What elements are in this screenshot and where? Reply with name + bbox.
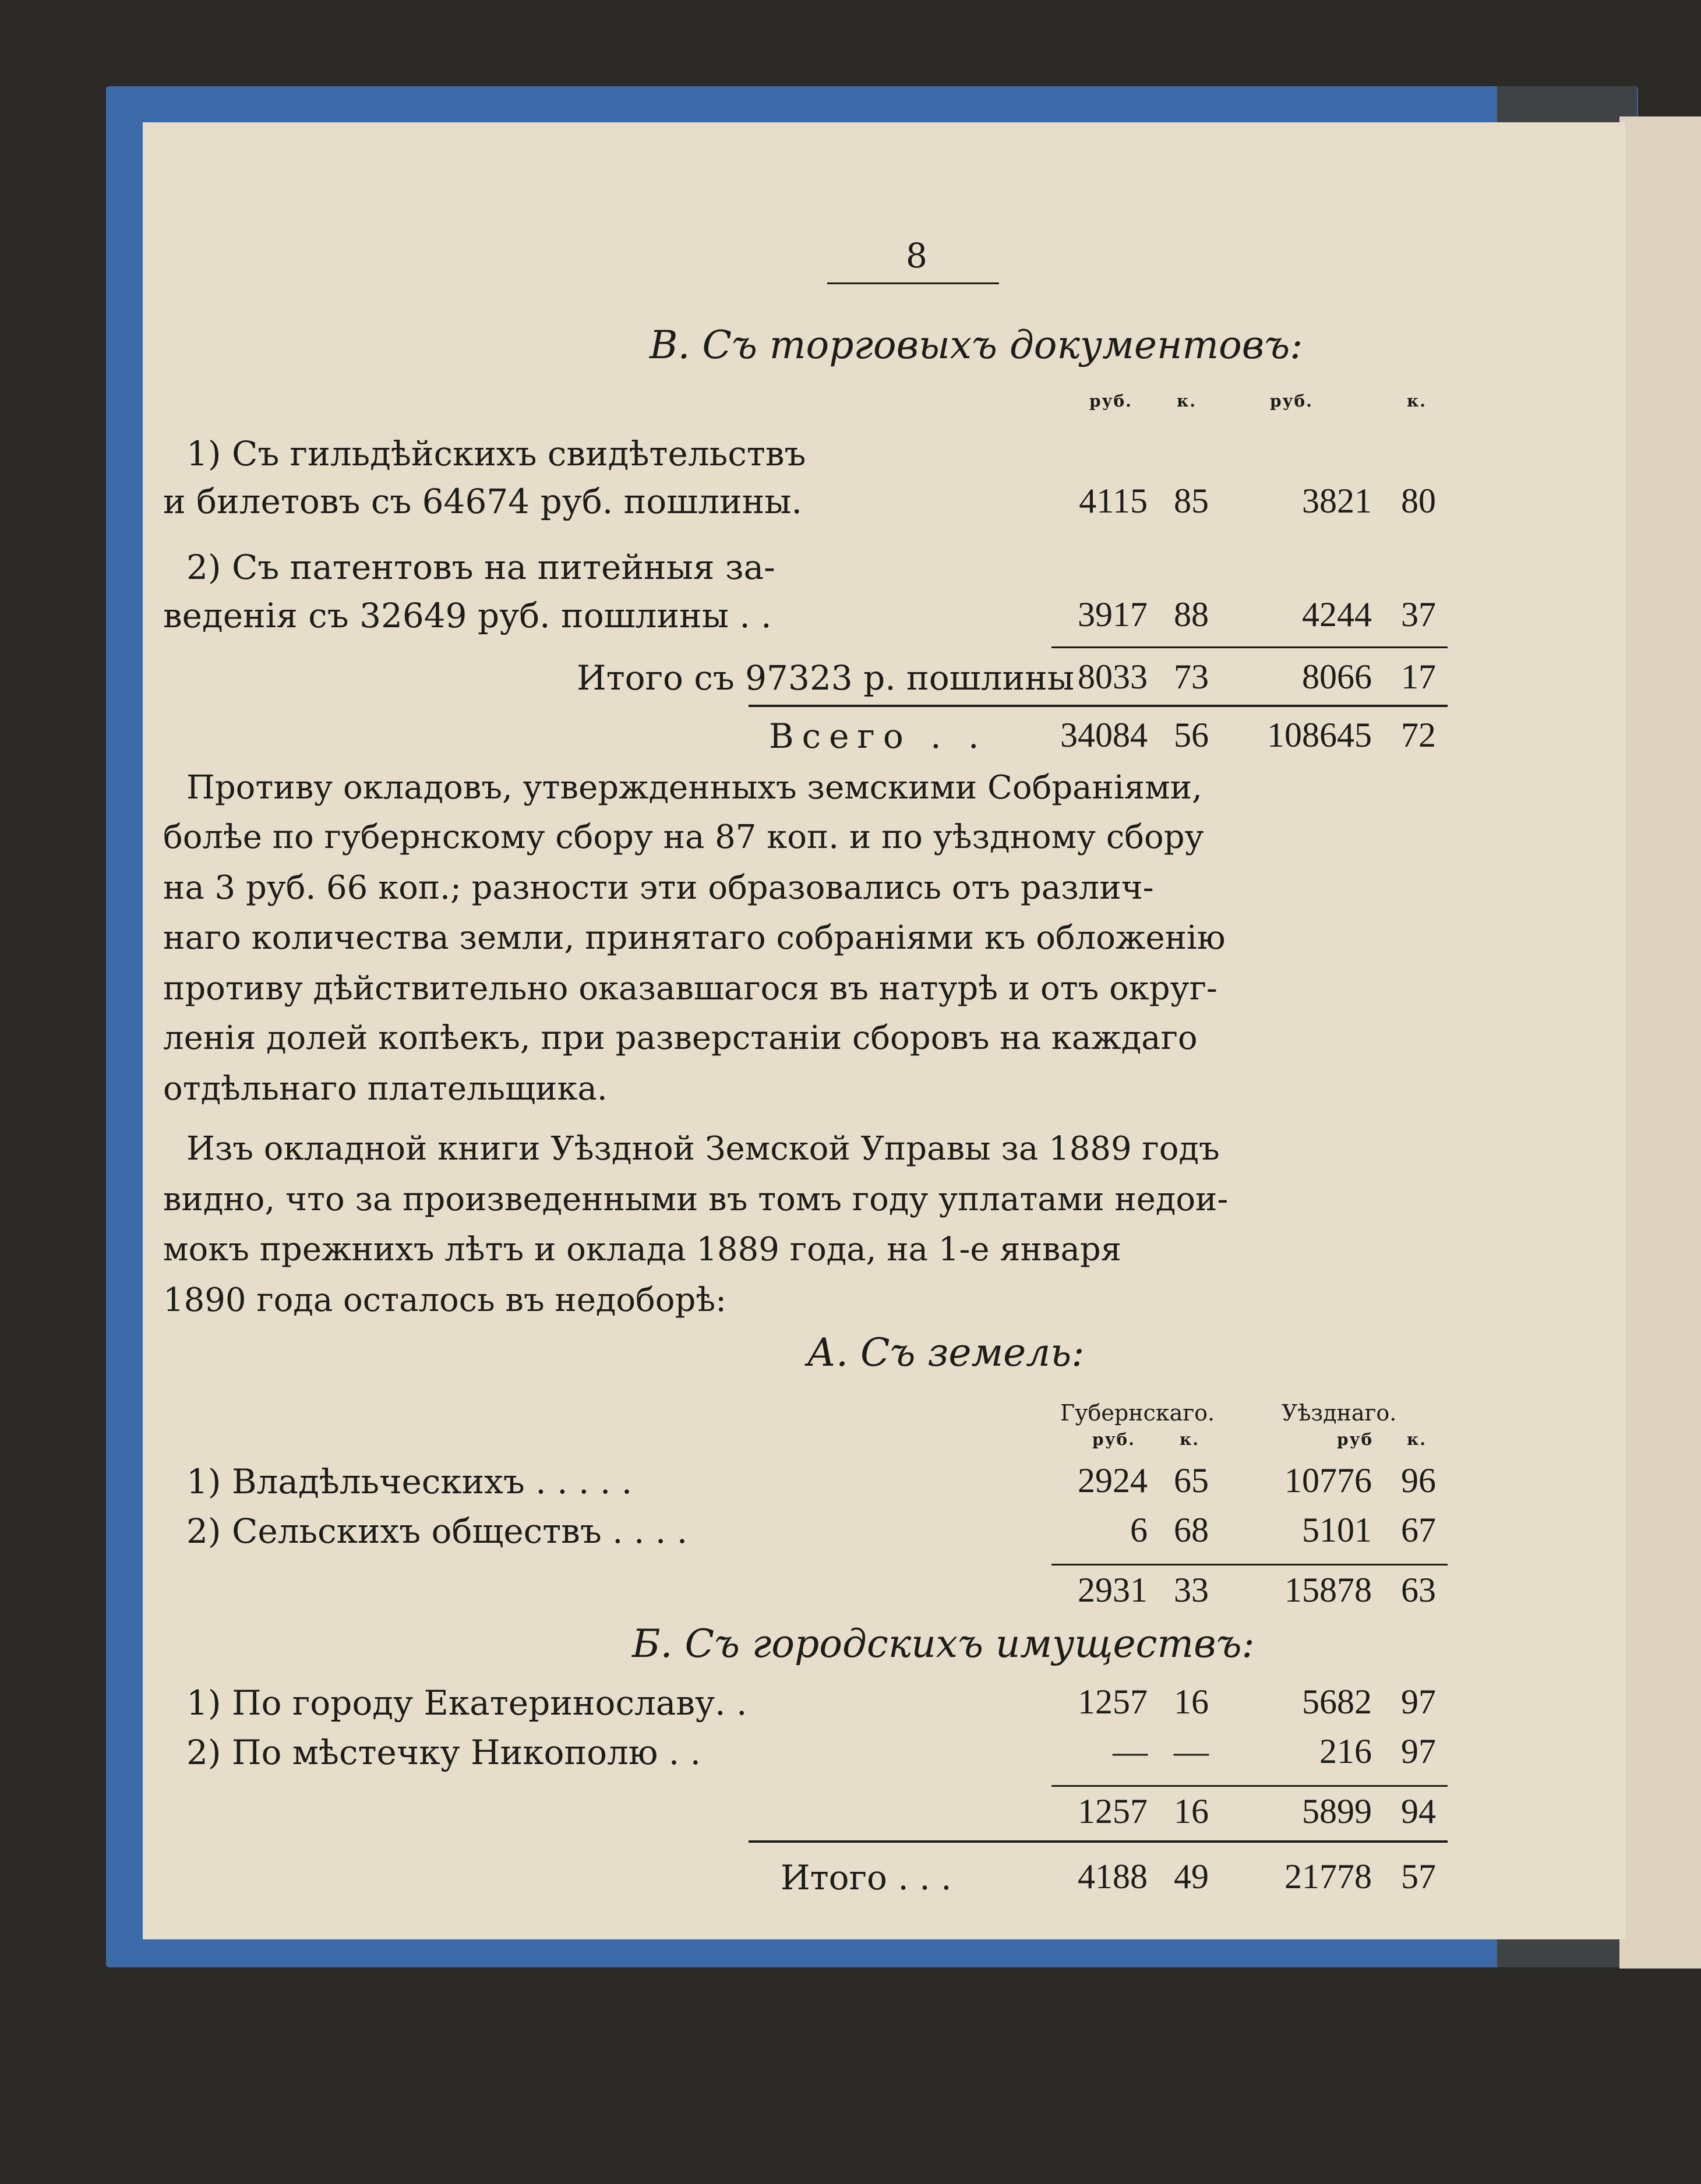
cell: 73 [1174,658,1209,696]
cell: 5101 [1302,1511,1372,1549]
col-group-uezdnago: Уѣзднаго. [1282,1400,1397,1426]
paragraph2-line: мокъ прежнихъ лѣтъ и оклада 1889 года, на 1-е января [163,1231,1121,1268]
cell: 3917 [1078,595,1148,634]
cell: 37 [1401,595,1436,634]
col-head-rub-1: руб. [1089,391,1132,411]
cell: 68 [1174,1511,1209,1549]
cell: 1257 [1078,1683,1148,1721]
cell: 2931 [1078,1571,1148,1609]
section-v-row1-line2: и билетовъ съ 64674 руб. пошлины. [163,482,802,521]
paragraph2-line: Изъ окладной книги Уѣздной Земской Управы за 1889 годъ [186,1130,1220,1168]
next-page-edge [1619,116,1701,1969]
paragraph1-line: отдѣльнаго плательщика. [163,1070,608,1108]
cell: 17 [1401,658,1436,696]
paragraph1-line: наго количества земли, принятаго собраніями къ обложенію [163,919,1226,957]
col-head-kop-2: к. [1407,391,1427,411]
divider [1051,646,1448,648]
cell: 34084 [1060,716,1148,754]
cell: 56 [1174,716,1209,754]
cell: 94 [1401,1792,1436,1830]
divider [749,705,1448,707]
section-a-row-label: 2) Сельскихъ обществъ . . . . [186,1511,688,1551]
col-head-rub-2: руб. [1270,391,1313,411]
col-head: руб [1337,1430,1374,1449]
section-b-row-label: 1) По городу Екатеринославу. . [186,1683,747,1723]
paragraph1-line: на 3 руб. 66 коп.; разности эти образовались отъ различ- [163,869,1154,907]
cell: 21778 [1284,1857,1372,1896]
page-number-rule [827,282,999,284]
cell: 96 [1401,1461,1436,1500]
paragraph2-line: 1890 года осталось въ недоборѣ: [163,1281,726,1319]
cell: 4244 [1302,595,1372,634]
cell: 16 [1174,1683,1209,1721]
col-head: к. [1180,1430,1199,1449]
cell: 15878 [1284,1571,1372,1609]
col-head: руб. [1092,1430,1135,1449]
cell: 16 [1174,1792,1209,1830]
cell: 216 [1319,1732,1372,1770]
cell: 33 [1174,1571,1209,1609]
cell: 97 [1401,1732,1436,1770]
document-page [143,122,1625,1939]
cell: 8066 [1302,658,1372,696]
final-total-label: Итого . . . [781,1858,952,1897]
cell: 57 [1401,1857,1436,1896]
section-v-title: В. Съ торговыхъ документовъ: [650,323,1303,367]
cell: 5682 [1302,1683,1372,1721]
cell: 5899 [1302,1792,1372,1830]
cell: 108645 [1267,716,1372,754]
cell: 2924 [1078,1461,1148,1500]
divider [1051,1785,1448,1787]
cell: — [1113,1732,1148,1770]
section-v-total-label: Итого съ 97323 р. пошлины [577,658,1074,698]
cell: 72 [1401,716,1436,754]
cell: 88 [1174,595,1209,634]
section-a-row-label: 1) Владѣльческихъ . . . . . [186,1462,633,1501]
col-head-kop-1: к. [1177,391,1197,411]
cell: 4115 [1079,482,1148,520]
cell: 49 [1174,1857,1209,1896]
paragraph1-line: противу дѣйствительно оказавшагося въ натурѣ и отъ округ- [163,970,1217,1008]
divider [1051,1564,1448,1565]
section-a-title: А. Съ земель: [807,1330,1085,1375]
cell: 6 [1130,1511,1148,1549]
section-b-row-label: 2) По мѣстечку Никополю . . [186,1733,701,1772]
cell: 63 [1401,1571,1436,1609]
cell: 1257 [1078,1792,1148,1830]
paragraph2-line: видно, что за произведенными въ томъ году уплатами недои- [163,1181,1229,1218]
cell: 10776 [1284,1461,1372,1500]
cell: 67 [1401,1511,1436,1549]
col-head: к. [1407,1430,1427,1449]
divider [749,1840,1448,1843]
section-v-row2-line2: веденія съ 32649 руб. пошлины . . [163,596,772,635]
page-number: 8 [906,236,927,275]
paragraph1-line: болѣе по губернскому сбору на 87 коп. и по уѣздному сбору [163,818,1204,856]
paragraph1-line: Противу окладовъ, утвержденныхъ земскими Собраніями, [186,769,1202,807]
cell: 80 [1401,482,1436,520]
cell: — [1174,1732,1209,1770]
section-b-title: Б. Съ городскихъ имуществъ: [632,1621,1255,1666]
cell: 97 [1401,1683,1436,1721]
paragraph1-line: ленія долей копѣекъ, при разверстаніи сборовъ на каждаго [163,1019,1198,1057]
section-v-row1-line1: 1) Съ гильдѣйскихъ свидѣтельствъ [186,434,806,473]
cell: 4188 [1078,1857,1148,1896]
section-v-row2-line1: 2) Съ патентовъ на питейныя за- [186,547,775,587]
section-v-grand-label: Всего . . [769,716,987,756]
cell: 65 [1174,1461,1209,1500]
cell: 3821 [1302,482,1372,520]
col-group-gubernskago: Губернскаго. [1060,1400,1215,1426]
cell: 85 [1174,482,1209,520]
cell: 8033 [1078,658,1148,696]
